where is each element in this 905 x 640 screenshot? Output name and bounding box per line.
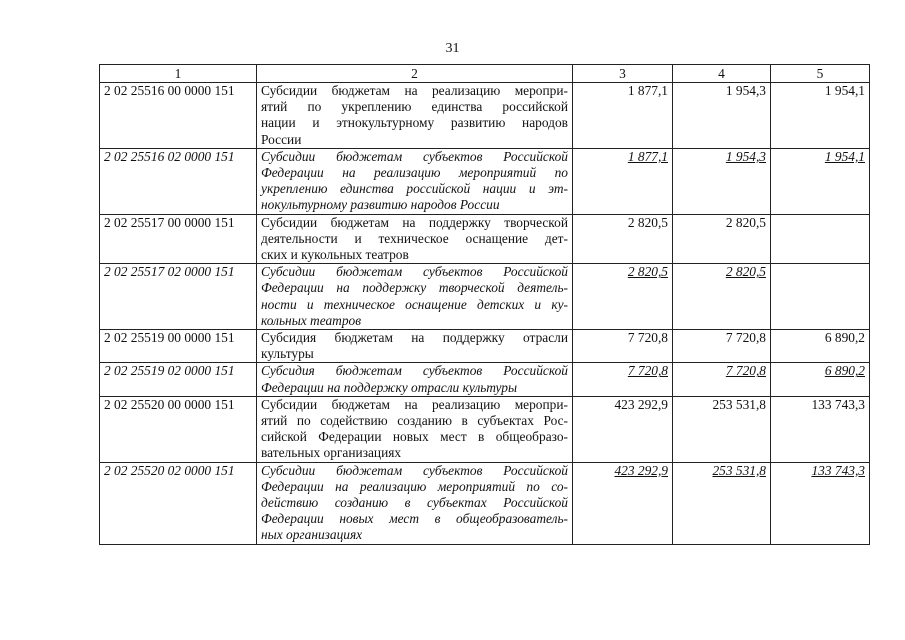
amount-cell-v3: 7 720,8 [573, 363, 673, 396]
description-line: Федерации на поддержку отрасли культуры [261, 379, 518, 395]
amount-cell-v4: 2 820,5 [673, 264, 771, 330]
description-line: нации и этнокультурному развитию народов [261, 115, 568, 131]
description-line: деятельности и техническое оснащение дет- [261, 230, 568, 246]
amount-cell-v4: 7 720,8 [673, 363, 771, 396]
amount-cell-v4: 7 720,8 [673, 330, 771, 363]
description-line: культуры [261, 346, 314, 362]
amount-cell-v5: 6 890,2 [771, 363, 870, 396]
description-line: ятий по содействию созданию в субъектах Рос- [261, 413, 568, 429]
description-line: Федерации на реализацию мероприятий по [261, 165, 568, 181]
table-row [100, 264, 870, 330]
description-line: кольных театров [261, 312, 362, 328]
budget-code-cell: 2 02 25519 00 0000 151 [100, 330, 257, 363]
budget-code-cell: 2 02 25516 02 0000 151 [100, 148, 257, 214]
description-line: Федерации на поддержку творческой деятель- [261, 280, 568, 296]
description-line: Федерации новых мест в общеобразователь- [261, 511, 568, 527]
budget-code-cell: 2 02 25520 02 0000 151 [100, 462, 257, 544]
description-line: Субсидии бюджетам субъектов Российской [261, 264, 568, 280]
description-line: ятий по укреплению единства российской [261, 99, 568, 115]
column-header: 4 [673, 65, 771, 83]
amount-cell-v4: 1 954,3 [673, 83, 771, 149]
description-cell [257, 83, 573, 149]
budget-code-cell: 2 02 25519 02 0000 151 [100, 363, 257, 396]
column-header: 1 [100, 65, 257, 83]
description-line: нокультурному развитию народов России [261, 197, 500, 213]
budget-code-cell: 2 02 25517 00 0000 151 [100, 214, 257, 264]
column-header: 2 [257, 65, 573, 83]
table-row [100, 330, 870, 363]
amount-cell-v3: 2 820,5 [573, 214, 673, 264]
description-line: Субсидии бюджетам на реализацию меропри- [261, 83, 568, 98]
description-line: действию созданию в субъектах Российской [261, 495, 568, 511]
table-row [100, 396, 870, 462]
budget-table [99, 64, 870, 545]
amount-cell-v3: 2 820,5 [573, 264, 673, 330]
budget-code-cell: 2 02 25520 00 0000 151 [100, 396, 257, 462]
description-line: Субсидия бюджетам на поддержку отрасли [261, 330, 568, 346]
table-body [100, 83, 870, 545]
description-cell [257, 396, 573, 462]
column-header: 5 [771, 65, 870, 83]
amount-cell-v3: 423 292,9 [573, 462, 673, 544]
page-number: 31 [445, 41, 460, 56]
amount-cell-v3: 7 720,8 [573, 330, 673, 363]
table-header-row [100, 65, 870, 83]
description-cell [257, 214, 573, 264]
amount-cell-v4: 1 954,3 [673, 148, 771, 214]
description-line: Федерации на реализацию мероприятий по со- [261, 478, 568, 494]
description-line: вательных организациях [261, 445, 402, 461]
table-row [100, 363, 870, 396]
description-cell [257, 462, 573, 544]
amount-cell-v5: 133 743,3 [771, 396, 870, 462]
table-row [100, 462, 870, 544]
amount-cell-v5 [771, 264, 870, 330]
description-line: Субсидии бюджетам субъектов Российской [261, 148, 568, 164]
amount-cell-v5: 1 954,1 [771, 148, 870, 214]
amount-cell-v4: 253 531,8 [673, 396, 771, 462]
description-line: ных организациях [261, 527, 363, 543]
description-line: ности и техническое оснащение детских и ку- [261, 296, 568, 312]
budget-code-cell: 2 02 25517 02 0000 151 [100, 264, 257, 330]
amount-cell-v5: 133 743,3 [771, 462, 870, 544]
description-line: Субсидии бюджетам на поддержку творческой [261, 214, 568, 230]
amount-cell-v5: 6 890,2 [771, 330, 870, 363]
description-cell [257, 363, 573, 396]
table-row [100, 83, 870, 149]
description-line: Субсидии бюджетам субъектов Российской [261, 462, 568, 478]
amount-cell-v5: 1 954,1 [771, 83, 870, 149]
amount-cell-v3: 1 877,1 [573, 148, 673, 214]
amount-cell-v5 [771, 214, 870, 264]
table-row [100, 214, 870, 264]
table-row [100, 148, 870, 214]
description-line: сийской Федерации новых мест в общеобразо- [261, 429, 568, 445]
description-line: укреплению единства российской нации и эт- [261, 181, 568, 197]
description-cell [257, 264, 573, 330]
description-cell [257, 330, 573, 363]
description-line: Субсидия бюджетам субъектов Российской [261, 363, 568, 379]
description-line: Субсидии бюджетам на реализацию меропри- [261, 396, 568, 412]
description-line: ских и кукольных театров [261, 247, 409, 263]
budget-code-cell: 2 02 25516 00 0000 151 [100, 83, 257, 149]
column-header: 3 [573, 65, 673, 83]
amount-cell-v4: 253 531,8 [673, 462, 771, 544]
amount-cell-v4: 2 820,5 [673, 214, 771, 264]
amount-cell-v3: 1 877,1 [573, 83, 673, 149]
description-cell [257, 148, 573, 214]
amount-cell-v3: 423 292,9 [573, 396, 673, 462]
description-line: России [261, 131, 302, 147]
